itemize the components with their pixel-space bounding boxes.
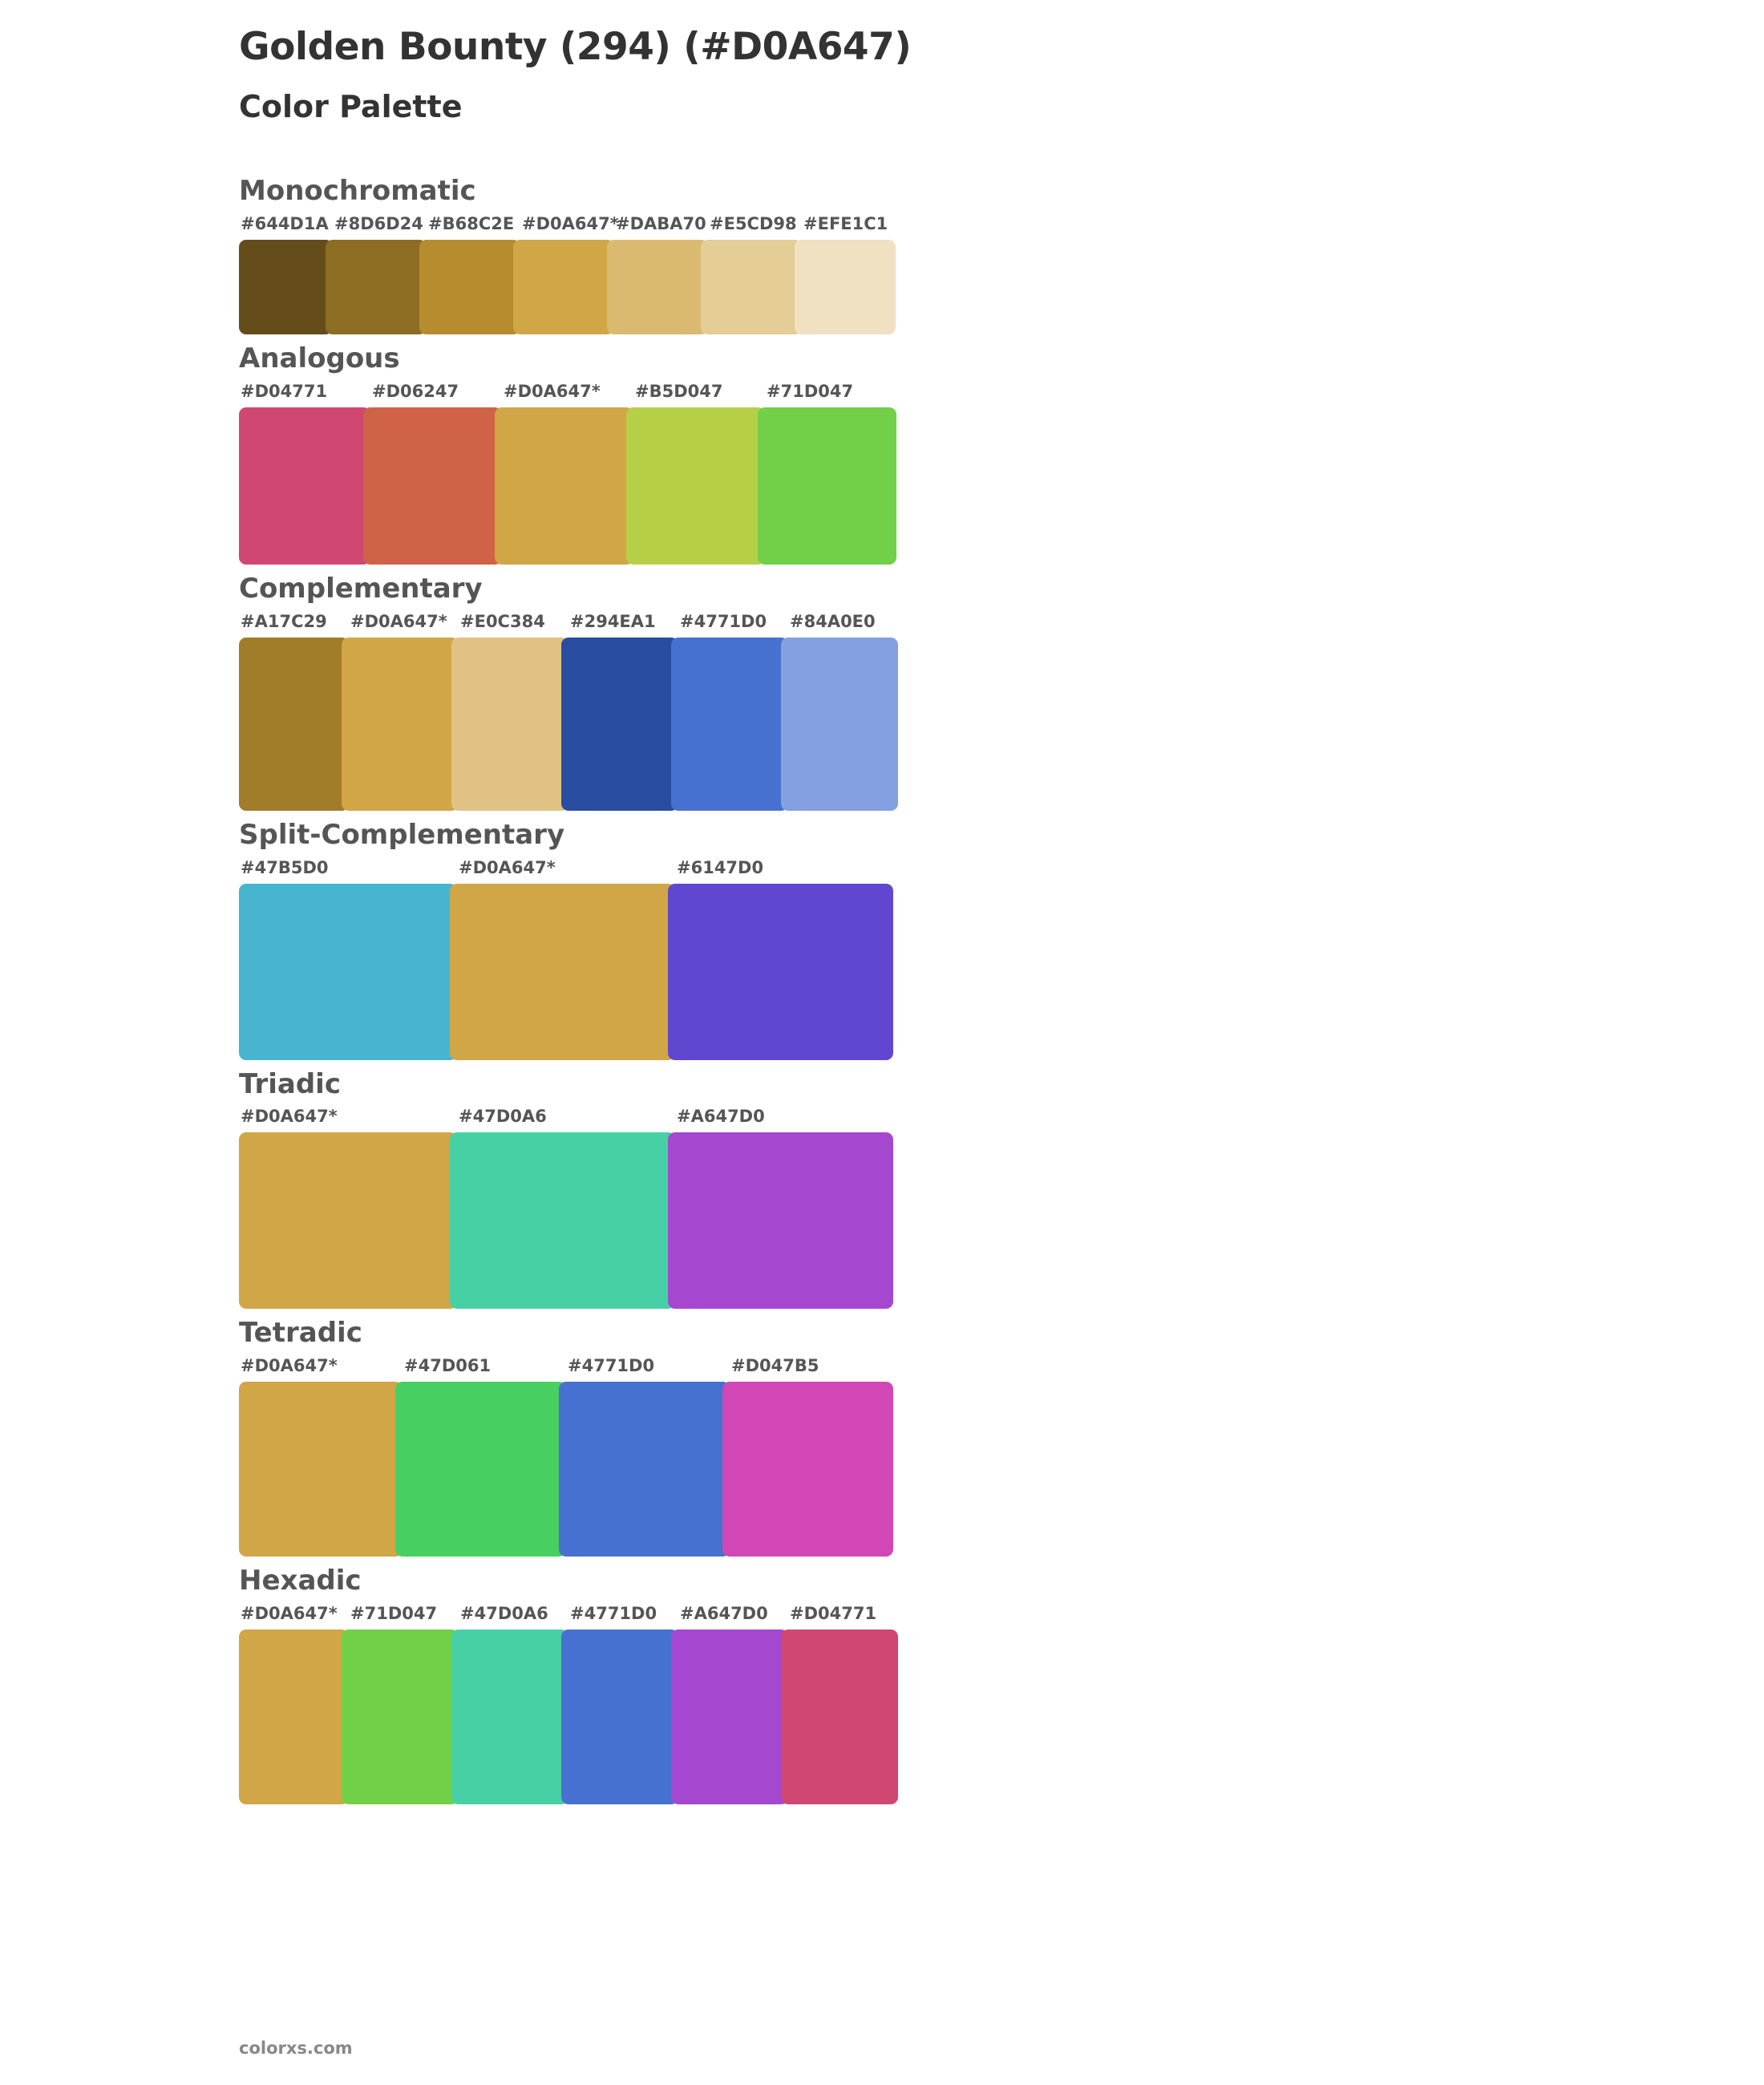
palette-sections — [0, 175, 1764, 1804]
swatch-hex-label: #47B5D0 — [241, 857, 329, 877]
palette-section — [0, 1565, 1764, 1804]
swatch-color-chip[interactable] — [561, 1630, 678, 1804]
page-title: Golden Bounty (294) (#D0A647) — [239, 25, 912, 69]
swatch-hex-label: #D0A647* — [241, 1603, 338, 1623]
section-title: Tetradic — [239, 1317, 362, 1350]
swatch-hex-label: #47D0A6 — [459, 1107, 547, 1127]
swatch-color-chip[interactable] — [722, 1382, 893, 1557]
swatch-hex-label: #EFE1C1 — [803, 214, 888, 234]
color-swatch[interactable] — [788, 613, 898, 811]
swatch-hex-label: #47D061 — [404, 1356, 492, 1376]
swatch-color-chip[interactable] — [419, 240, 520, 334]
swatch-hex-label: #E5CD98 — [710, 214, 797, 234]
swatch-color-chip[interactable] — [607, 240, 708, 334]
swatch-hex-label: #4771D0 — [570, 1603, 657, 1623]
swatch-color-chip[interactable] — [668, 1132, 893, 1309]
palette-section — [0, 573, 1764, 811]
swatch-color-chip[interactable] — [239, 638, 349, 811]
swatch-hex-label: #D04771 — [790, 1603, 877, 1623]
color-swatch[interactable] — [457, 857, 675, 1060]
color-swatch[interactable] — [333, 216, 427, 334]
swatch-color-chip[interactable] — [781, 638, 898, 811]
swatch-hex-label: #84A0E0 — [790, 611, 876, 631]
color-swatch[interactable] — [678, 1605, 788, 1804]
swatch-hex-label: #DABA70 — [616, 214, 706, 234]
color-swatch[interactable] — [239, 1108, 457, 1309]
color-swatch[interactable] — [457, 1108, 675, 1309]
swatch-row — [239, 216, 1329, 334]
swatch-color-chip[interactable] — [513, 240, 614, 334]
swatch-color-chip[interactable] — [559, 1382, 730, 1557]
color-swatch[interactable] — [349, 1605, 459, 1804]
swatch-hex-label: #71D047 — [767, 381, 854, 401]
swatch-color-chip[interactable] — [758, 407, 896, 565]
swatch-hex-label: #47D0A6 — [460, 1603, 548, 1623]
color-swatch[interactable] — [459, 613, 568, 811]
color-swatch[interactable] — [675, 1108, 893, 1309]
swatch-hex-label: #E0C384 — [460, 611, 545, 631]
site-watermark: colorxs.com — [239, 2038, 353, 2058]
color-swatch[interactable] — [568, 1605, 678, 1804]
color-swatch[interactable] — [633, 383, 765, 565]
swatch-color-chip[interactable] — [239, 240, 333, 334]
swatch-color-chip[interactable] — [239, 1382, 403, 1557]
section-title: Triadic — [239, 1067, 341, 1100]
color-swatch[interactable] — [370, 383, 502, 565]
color-swatch[interactable] — [239, 383, 370, 565]
color-swatch[interactable] — [239, 1605, 349, 1804]
color-swatch[interactable] — [788, 1605, 898, 1804]
swatch-hex-label: #D0A647* — [522, 214, 619, 234]
color-swatch[interactable] — [708, 216, 802, 334]
color-swatch[interactable] — [675, 857, 893, 1060]
swatch-row — [239, 857, 1329, 1060]
swatch-hex-label: #D047B5 — [731, 1356, 819, 1376]
section-title: Hexadic — [239, 1565, 362, 1597]
palette-section — [0, 819, 1764, 1060]
color-swatch[interactable] — [427, 216, 520, 334]
color-swatch[interactable] — [459, 1605, 568, 1804]
swatch-color-chip[interactable] — [451, 1630, 568, 1804]
palette-section — [0, 1068, 1764, 1310]
palette-section — [0, 342, 1764, 565]
swatch-color-chip[interactable] — [239, 1132, 457, 1309]
color-swatch[interactable] — [520, 214, 619, 334]
swatch-color-chip[interactable] — [451, 638, 568, 811]
color-swatch[interactable] — [678, 613, 788, 811]
section-title: Complementary — [239, 572, 483, 605]
swatch-color-chip[interactable] — [795, 240, 896, 334]
swatch-hex-label: #D0A647* — [459, 857, 556, 877]
swatch-hex-label: #8D6D24 — [334, 214, 423, 234]
swatch-color-chip[interactable] — [671, 1630, 788, 1804]
palette-section — [0, 175, 1764, 334]
color-swatch[interactable] — [568, 613, 678, 811]
color-swatch[interactable] — [614, 216, 708, 334]
swatch-row — [239, 1358, 1329, 1557]
swatch-hex-label: #6147D0 — [677, 857, 764, 877]
swatch-color-chip[interactable] — [326, 240, 427, 334]
color-swatch[interactable] — [239, 613, 349, 811]
swatch-hex-label: #B68C2E — [428, 214, 515, 234]
color-swatch[interactable] — [502, 383, 633, 565]
color-swatch[interactable] — [239, 216, 333, 334]
swatch-color-chip[interactable] — [239, 407, 370, 565]
color-swatch[interactable] — [730, 1358, 893, 1557]
color-swatch[interactable] — [239, 1358, 403, 1557]
swatch-row — [239, 1605, 1329, 1804]
swatch-color-chip[interactable] — [671, 638, 788, 811]
section-title: Analogous — [239, 342, 400, 375]
color-swatch[interactable] — [403, 1358, 566, 1557]
swatch-color-chip[interactable] — [701, 240, 802, 334]
color-swatch[interactable] — [239, 857, 457, 1060]
swatch-color-chip[interactable] — [561, 638, 678, 811]
page-subtitle: Color Palette — [239, 88, 463, 124]
swatch-hex-label: #D0A647* — [504, 381, 601, 401]
swatch-hex-label: #D06247 — [372, 381, 459, 401]
swatch-color-chip[interactable] — [363, 407, 502, 565]
swatch-color-chip[interactable] — [239, 884, 457, 1060]
swatch-color-chip[interactable] — [668, 884, 893, 1060]
palette-section — [0, 1317, 1764, 1557]
swatch-row — [239, 383, 1329, 565]
swatch-hex-label: #D0A647* — [241, 1356, 338, 1376]
color-swatch[interactable] — [349, 613, 459, 811]
swatch-color-chip[interactable] — [239, 1630, 349, 1804]
swatch-hex-label: #4771D0 — [680, 611, 767, 631]
swatch-color-chip[interactable] — [781, 1630, 898, 1804]
swatch-row — [239, 1108, 1329, 1309]
swatch-hex-label: #71D047 — [350, 1603, 438, 1623]
swatch-hex-label: #644D1A — [241, 214, 329, 234]
swatch-color-chip[interactable] — [450, 884, 675, 1060]
swatch-color-chip[interactable] — [342, 638, 459, 811]
swatch-color-chip[interactable] — [495, 407, 633, 565]
color-swatch[interactable] — [765, 383, 896, 565]
section-title: Split-Complementary — [239, 818, 565, 851]
swatch-hex-label: #B5D047 — [635, 381, 723, 401]
swatch-hex-label: #D04771 — [241, 381, 328, 401]
swatch-color-chip[interactable] — [450, 1132, 675, 1309]
section-title: Monochromatic — [239, 175, 476, 208]
swatch-color-chip[interactable] — [342, 1630, 459, 1804]
page-header — [0, 0, 1764, 125]
swatch-hex-label: #A647D0 — [677, 1107, 765, 1127]
swatch-hex-label: #A647D0 — [680, 1603, 768, 1623]
swatch-hex-label: #294EA1 — [570, 611, 656, 631]
swatch-hex-label: #A17C29 — [241, 611, 327, 631]
swatch-hex-label: #4771D0 — [568, 1356, 655, 1376]
swatch-hex-label: #D0A647* — [350, 611, 447, 631]
swatch-row — [239, 613, 1329, 811]
swatch-color-chip[interactable] — [626, 407, 765, 565]
color-swatch[interactable] — [566, 1358, 730, 1557]
swatch-color-chip[interactable] — [395, 1382, 566, 1557]
swatch-hex-label: #D0A647* — [241, 1107, 338, 1127]
color-swatch[interactable] — [802, 216, 896, 334]
